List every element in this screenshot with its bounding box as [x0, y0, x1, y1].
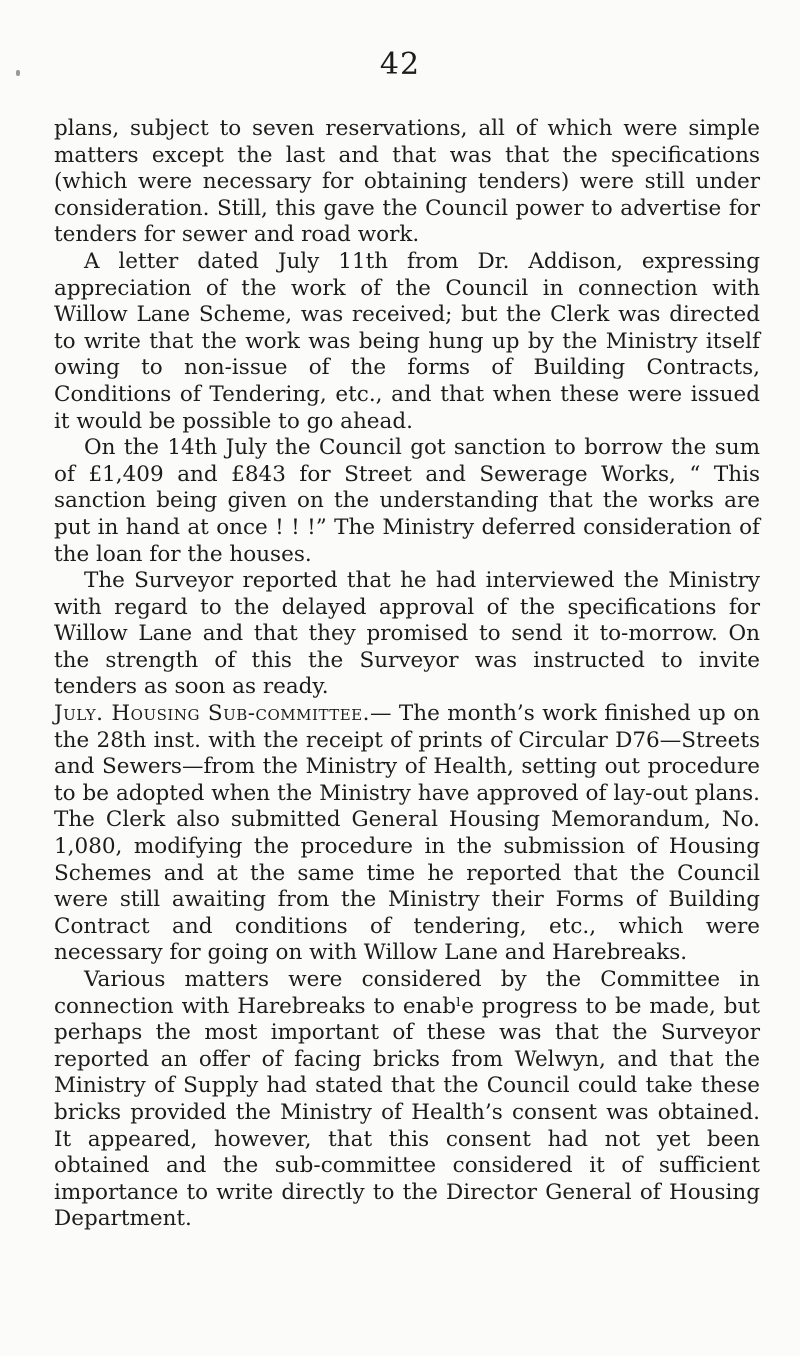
paragraph: The Surveyor reported that he had interviewed the Ministry with regard to the delayed approval of the specifications for Willow Lane and that they promised to send it to-morrow. On the strength of this the Surveyor was instructed to invite tenders as soon as ready.: [54, 568, 760, 700]
paragraph-with-heading: [54, 701, 760, 967]
paragraph: Various matters were considered by the Committee in connection with Harebreaks to enabˡe progress to be made, but perhaps the most important of these was that the Surveyor reported an offer of facing bricks from Welwyn, and that the Ministry of Supply had stated that the Council could take these bricks provided the Ministry of Health’s consent was obtained. It appeared, however, that this consent had not yet been obtained and the sub-committee considered it of sufficient importance to write directly to the Director General of Housing Department.: [54, 967, 760, 1232]
paragraph: A letter dated July 11th from Dr. Addison, expressing appreciation of the work of the Council in connection with Willow Lane Scheme, was received; but the Clerk was directed to write that the work was being hung up by the Ministry itself owing to non-issue of the forms of Building Contracts, Conditions of Tendering, etc., and that when these were issued it would be possible to go ahead.: [54, 248, 760, 434]
body-text: [54, 116, 760, 1233]
page-number: 42: [379, 47, 421, 82]
paragraph-body: — The month’s work finished up on the 28th inst. with the receipt of prints of Circular D76—Streets and Sewers—from the Ministry of Health, setting out procedure to be adopted when the Ministry have approved of lay-out plans. The Clerk also submitted General Housing Memorandum, No. 1,080, modifying the procedure in the submission of Housing Schemes and at the same time he reported that the Council were still awaiting from the Ministry their Forms of Building Contract and conditions of tendering, etc., which were necessary for going on with Willow Lane and Harebreaks.: [54, 701, 760, 966]
section-heading: July. Housing Sub-committee.: [54, 701, 370, 727]
paragraph: On the 14th July the Council got sanction to borrow the sum of £1,409 and £843 for Street and Sewerage Works, “ This sanction being given on the understanding that the works are put in hand at once ! ! !” The Ministry deferred consideration of the loan for the houses.: [54, 435, 760, 567]
paragraph: plans, subject to seven reservations, all of which were simple matters except the last and that was that the specifications (which were necessary for obtaining tenders) were still under consideration. Still, this gave the Council power to advertise for tenders for sewer and road work.: [54, 116, 760, 248]
